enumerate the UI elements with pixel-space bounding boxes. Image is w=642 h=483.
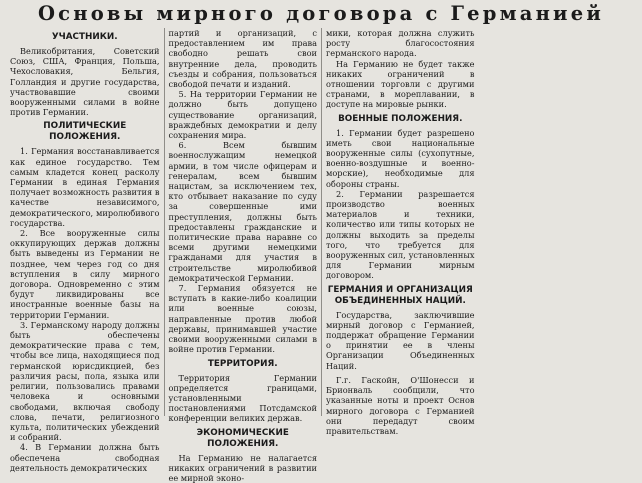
paragraph: партий и организаций, с предоставлением им права свободно решать свои внутренние дела, проводить съезды и собрания, пользоваться свободой печати и изданий. (168, 28, 317, 90)
paragraph: 6. Всем бывшим военнослужащим немецкой армии, в том числе офицерам и генералам, всем бывшим нацистам, за исключением тех, кто отбывает наказание по суду за совершенные ими преступления, должны быть предоставлены гражданские и политические права наравне со всеми другими немецкими гражданами для участия в строительстве миролюбивой демократической Германии. (168, 140, 317, 283)
paragraph: 2. Германии разрешается производство военных материалов и техники, количество или типы которых не должны выходить за пределы того, что требуется для вооруженных сил, установленных для Германии мирным договором. (326, 188, 475, 281)
section-heading: УЧАСТНИКИ. (51, 32, 118, 42)
section-heading: ВОЕННЫЕ ПОЛОЖЕНИЯ. (338, 113, 463, 124)
column-1 (6, 28, 164, 473)
paragraph: Великобритания, Советский Союз, США, Франция, Польша, Чехословакия, Бельгия, Голландия и другие государства, участвовавшие своими вооруженными силами в войне против Германии. (10, 46, 160, 118)
paragraph: Территория Германии определяется границами, установленными постановлениями Потсдамской конференции великих держав. (168, 372, 317, 424)
paragraph: Г.г. Гаскойн, О'Шонесси и Брионваль сообщили, что указанные ноты и проект Основ мирного договора с Германией они передадут своим правительствам. (326, 374, 475, 436)
paragraph: 3. Германскому народу должны быть обеспечены демократические права с тем, чтобы все лица, находящиеся под германской юрисдикцией, без различия расы, пола, языка или религии, пользовались правами человека и основными свободами, включая свободу слова, печати, религиозного культа, политических убеждений и собраний. (10, 319, 160, 443)
paragraph: 1. Германия восстанавливается как единое государство. Тем самым кладется конец расколу Германии в единая Германия получает возможность развития в качестве независимого, демократического, миролюбивого государства. (10, 146, 160, 228)
paragraph: 2. Все вооруженные силы оккупирующих держав должны быть выведены из Германии не позднее, чем через год со дня вступления в силу мирного договора. Одновременно с этим будут ликвидированы все иностранные военные базы на территории Германии. (10, 228, 160, 320)
headline: Основы мирного договора с Германией (37, 2, 604, 25)
column-2 (164, 28, 322, 483)
paragraph: мики, которая должна служить росту благосостояния германского народа. (326, 28, 475, 59)
paragraph: 7. Германия обязуется не вступать в какие-либо коалиции или военные союзы, направленные против любой державы, принимавшей участие своими вооруженными силами в войне против Германии. (168, 283, 317, 355)
paragraph: 5. На территории Германии не должно быть допущено существование организаций, враждебных демократии и делу сохранения мира. (168, 89, 317, 141)
section-heading: ТЕРРИТОРИЯ. (207, 358, 278, 369)
paragraph: 1. Германии будет разрешено иметь свои национальные вооруженные силы (сухопутные, военно-воздушные и военно-морские), необходимые для обороны страны. (326, 127, 475, 189)
paragraph: На Германию не налагается никаких ограничений в развитии ее мирной эконо- (168, 452, 317, 483)
paragraph: 4. В Германии должна быть обеспечена свободная деятельность демократических (10, 442, 160, 473)
paragraph: На Германию не будет также никаких ограничений в отношении торговли с другими странами, в мореплавании, в доступе на мировые рынки. (326, 58, 475, 110)
article-columns (6, 28, 636, 483)
paragraph: Государства, заключившие мирный договор с Германией, поддержат обращение Германии о принятии ее в члены Организации Объединенных Наций. (326, 309, 475, 371)
column-3 (321, 28, 479, 436)
section-heading: ЭКОНОМИЧЕСКИЕ ПОЛОЖЕНИЯ. (196, 427, 289, 449)
section-heading: ПОЛИТИЧЕСКИЕ ПОЛОЖЕНИЯ. (43, 121, 127, 143)
section-heading: ГЕРМАНИЯ И ОРГАНИЗАЦИЯ ОБЪЕДИНЕННЫХ НАЦИЙ. (327, 284, 473, 306)
